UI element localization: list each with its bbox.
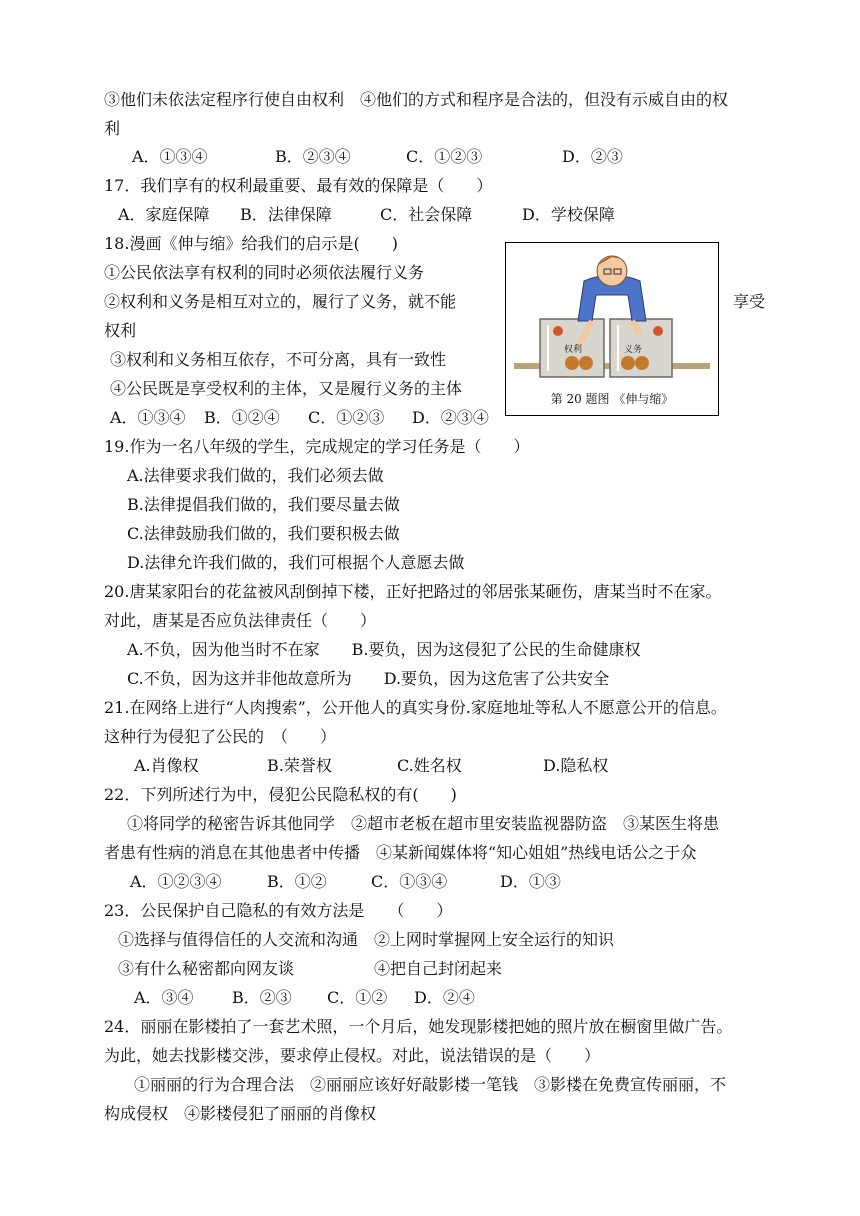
q21-option-d: D.隐私权 [543, 756, 609, 775]
q17-option-a: A．家庭保障 [118, 205, 210, 224]
q24-items-2: 构成侵权 ④影楼侵犯了丽丽的肖像权 [104, 1104, 377, 1123]
q24-stem-1: 24．丽丽在影楼拍了一套艺术照，一个月后，她发现影楼把她的照片放在橱窗里做广告。 [104, 1017, 733, 1036]
q22-option-c: C．①③④ [371, 872, 448, 891]
q23-option-b: B．②③ [232, 988, 292, 1007]
q20-stem-2: 对此，唐某是否应负法律责任（ ） [104, 611, 377, 630]
q16-option-b: B．②③④ [275, 147, 351, 166]
q18-item-2-cont: 权利 [104, 321, 137, 340]
q24-stem-2: 为此，她去找影楼交涉，要求停止侵权。对此，说法错误的是（ ） [104, 1046, 601, 1065]
q20-options-cd: C.不负，因为这并非他故意所为 D.要负，因为这危害了公共安全 [127, 669, 610, 688]
q18-option-d: D．②③④ [412, 408, 489, 427]
q22-stem: 22．下列所述行为中，侵犯公民隐私权的有( ) [104, 785, 457, 804]
q21-option-c: C.姓名权 [397, 756, 462, 775]
box-rights-label: 权利 [564, 345, 583, 355]
q18-stem: 18.漫画《伸与缩》给我们的启示是( ) [104, 234, 398, 253]
q18-option-b: B．①②④ [204, 408, 280, 427]
box-duty-label: 义务 [624, 345, 643, 355]
q17-stem: 17．我们享有的权利最重要、最有效的保障是（ ） [104, 176, 493, 195]
q18-item-1: ①公民依法享有权利的同时必须依法履行义务 [104, 263, 425, 282]
cartoon-illustration [514, 251, 710, 387]
q18-item-2-end: 享受 [733, 292, 766, 311]
q21-stem-1: 21.在网络上进行“人肉搜索”，公开他人的真实身份.家庭地址等私人不愿意公开的信息。 [104, 698, 727, 717]
q23-option-c: C．①② [327, 988, 388, 1007]
q21-option-b: B.荣誉权 [267, 756, 332, 775]
q22-option-b: B．①② [267, 872, 327, 891]
q22-items-2: 者患有性病的消息在其他患者中传播 ④某新闻媒体将“知心姐姐”热线电话公之于众 [104, 843, 697, 862]
cartoon-figure [505, 242, 719, 416]
q19-option-b: B.法律提倡我们做的，我们要尽量去做 [127, 495, 400, 514]
q21-stem-2: 这种行为侵犯了公民的 （ ） [104, 727, 337, 746]
q18-option-c: C．①②③ [308, 408, 385, 427]
q16-option-c: C．①②③ [406, 147, 483, 166]
q18-option-a: A．①③④ [110, 408, 186, 427]
q23-stem: 23．公民保护自己隐私的有效方法是 （ ） [104, 901, 453, 920]
q21-option-a: A.肖像权 [134, 756, 199, 775]
q24-items-1: ①丽丽的行为合理合法 ②丽丽应该好好敲影楼一笔钱 ③影楼在免费宣传丽丽，不 [134, 1075, 727, 1094]
q19-option-a: A.法律要求我们做的，我们必须去做 [127, 466, 384, 485]
q19-stem: 19.作为一名八年级的学生，完成规定的学习任务是（ ） [104, 437, 530, 456]
q23-option-d: D．②④ [414, 988, 475, 1007]
q18-item-3: ③权利和义务相互依存，不可分离，具有一致性 [110, 350, 447, 369]
q16-option-d: D．②③ [562, 147, 623, 166]
q20-options-ab: A.不负，因为他当时不在家 B.要负，因为这侵犯了公民的生命健康权 [127, 640, 641, 659]
q16-item-line-cont: 利 [104, 119, 121, 138]
q17-option-c: C．社会保障 [380, 205, 473, 224]
q19-option-d: D.法律允许我们做的，我们可根据个人意愿去做 [127, 553, 465, 572]
q22-option-d: D．①③ [500, 872, 561, 891]
q22-option-a: A．①②③④ [130, 872, 222, 891]
q23-items-1: ①选择与值得信任的人交流和沟通 ②上网时掌握网上安全运行的知识 [118, 930, 615, 949]
q16-option-a: A．①③④ [132, 147, 208, 166]
q19-option-c: C.法律鼓励我们做的，我们要积极去做 [127, 524, 400, 543]
q23-option-a: A．③④ [134, 988, 194, 1007]
figure-caption: 第 20 题图 《伸与缩》 [550, 392, 674, 406]
q16-item-line: ③他们未依法定程序行使自由权利 ④他们的方式和程序是合法的，但没有示威自由的权 [104, 90, 729, 109]
q18-item-2: ②权利和义务是相互对立的，履行了义务，就不能 [104, 292, 457, 311]
q20-stem-1: 20.唐某家阳台的花盆被风刮倒掉下楼，正好把路过的邻居张某砸伤，唐某当时不在家。 [104, 582, 722, 601]
q18-item-4: ④公民既是享受权利的主体，又是履行义务的主体 [110, 379, 463, 398]
q17-option-b: B．法律保障 [240, 205, 332, 224]
q22-items-1: ①将同学的秘密告诉其他同学 ②超市老板在超市里安装监视器防盗 ③某医生将患 [127, 814, 720, 833]
q23-items-2: ③有什么秘密都向网友谈 ④把自己封闭起来 [118, 959, 503, 978]
q17-option-d: D．学校保障 [522, 205, 615, 224]
